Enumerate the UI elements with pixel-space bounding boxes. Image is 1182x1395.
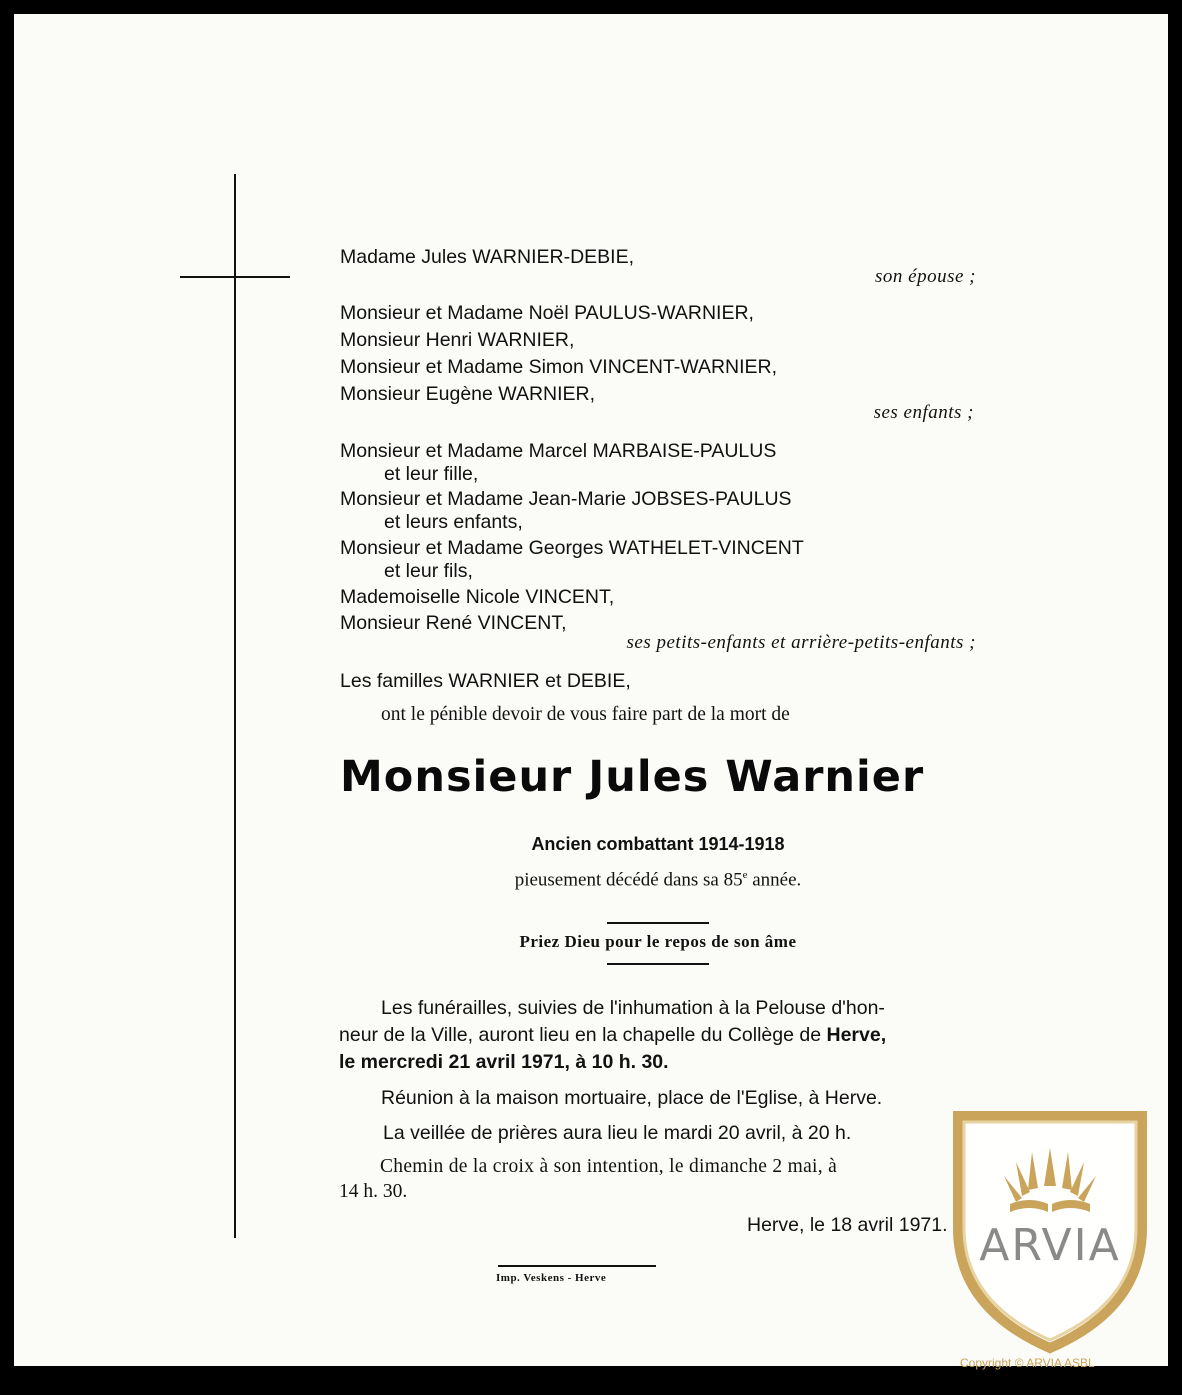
printer-credit: Imp. Veskens - Herve bbox=[496, 1272, 607, 1284]
logo-text: ARVIA bbox=[979, 1220, 1121, 1271]
families-line: Les familles WARNIER et DEBIE, bbox=[340, 670, 631, 692]
gathering-line: Réunion à la maison mortuaire, place de l'Eglise, à Herve. bbox=[381, 1087, 883, 1109]
grandchild-1: Monsieur et Madame Marcel MARBAISE-PAULUS bbox=[340, 440, 777, 462]
spouse-name: Madame Jules WARNIER-DEBIE, bbox=[340, 246, 635, 268]
divider-top bbox=[607, 922, 709, 924]
child-1: Monsieur et Madame Noël PAULUS-WARNIER, bbox=[340, 302, 754, 324]
child-2: Monsieur Henri WARNIER, bbox=[340, 329, 575, 351]
cross-vertical-bar bbox=[234, 174, 236, 1238]
child-4: Monsieur Eugène WARNIER, bbox=[340, 383, 596, 405]
grandchild-4: Mademoiselle Nicole VINCENT, bbox=[340, 586, 615, 608]
way-of-cross-line-2: 14 h. 30. bbox=[339, 1181, 408, 1202]
grandchild-3-note: et leur fils, bbox=[384, 560, 473, 582]
grandchildren-role: ses petits-enfants et arrière-petits-enfants ; bbox=[626, 632, 976, 653]
prayer-line: Priez Dieu pour le repos de son âme bbox=[519, 932, 797, 951]
grandchild-1-note: et leur fille, bbox=[384, 463, 479, 485]
vigil-line: La veillée de prières aura lieu le mardi 20 avril, à 20 h. bbox=[383, 1122, 852, 1144]
funeral-line-3: le mercredi 21 avril 1971, à 10 h. 30. bbox=[339, 1051, 669, 1073]
funeral-line-1: Les funérailles, suivies de l'inhumation à la Pelouse d'hon- bbox=[381, 997, 885, 1019]
grandchild-2: Monsieur et Madame Jean-Marie JOBSES-PAULUS bbox=[340, 488, 792, 510]
children-role: ses enfants ; bbox=[873, 402, 974, 423]
child-3: Monsieur et Madame Simon VINCENT-WARNIER, bbox=[340, 356, 778, 378]
grandchild-5: Monsieur René VINCENT, bbox=[340, 612, 567, 634]
divider-bottom bbox=[607, 963, 709, 965]
announcement-line: ont le pénible devoir de vous faire part de la mort de bbox=[381, 704, 790, 725]
cross-horizontal-bar bbox=[180, 276, 290, 278]
arvia-watermark-logo bbox=[940, 1108, 1160, 1358]
funeral-line-2: neur de la Ville, auront lieu en la chapelle du Collège de Herve, bbox=[339, 1024, 887, 1046]
grandchild-2-note: et leurs enfants, bbox=[384, 511, 523, 533]
printer-rule bbox=[498, 1265, 656, 1267]
grandchild-3: Monsieur et Madame Georges WATHELET-VINCENT bbox=[340, 537, 804, 559]
place-date: Herve, le 18 avril 1971. bbox=[747, 1214, 948, 1236]
death-line: pieusement décédé dans sa 85e année. bbox=[514, 869, 802, 891]
spouse-role: son épouse ; bbox=[875, 266, 976, 287]
deceased-name: Monsieur Jules Warnier bbox=[340, 752, 925, 802]
deceased-title: Ancien combattant 1914-1918 bbox=[531, 834, 785, 854]
copyright-notice: Copyright © ARVIA ASBL bbox=[960, 1356, 1095, 1370]
way-of-cross-line-1: Chemin de la croix à son intention, le dimanche 2 mai, à bbox=[380, 1156, 838, 1177]
